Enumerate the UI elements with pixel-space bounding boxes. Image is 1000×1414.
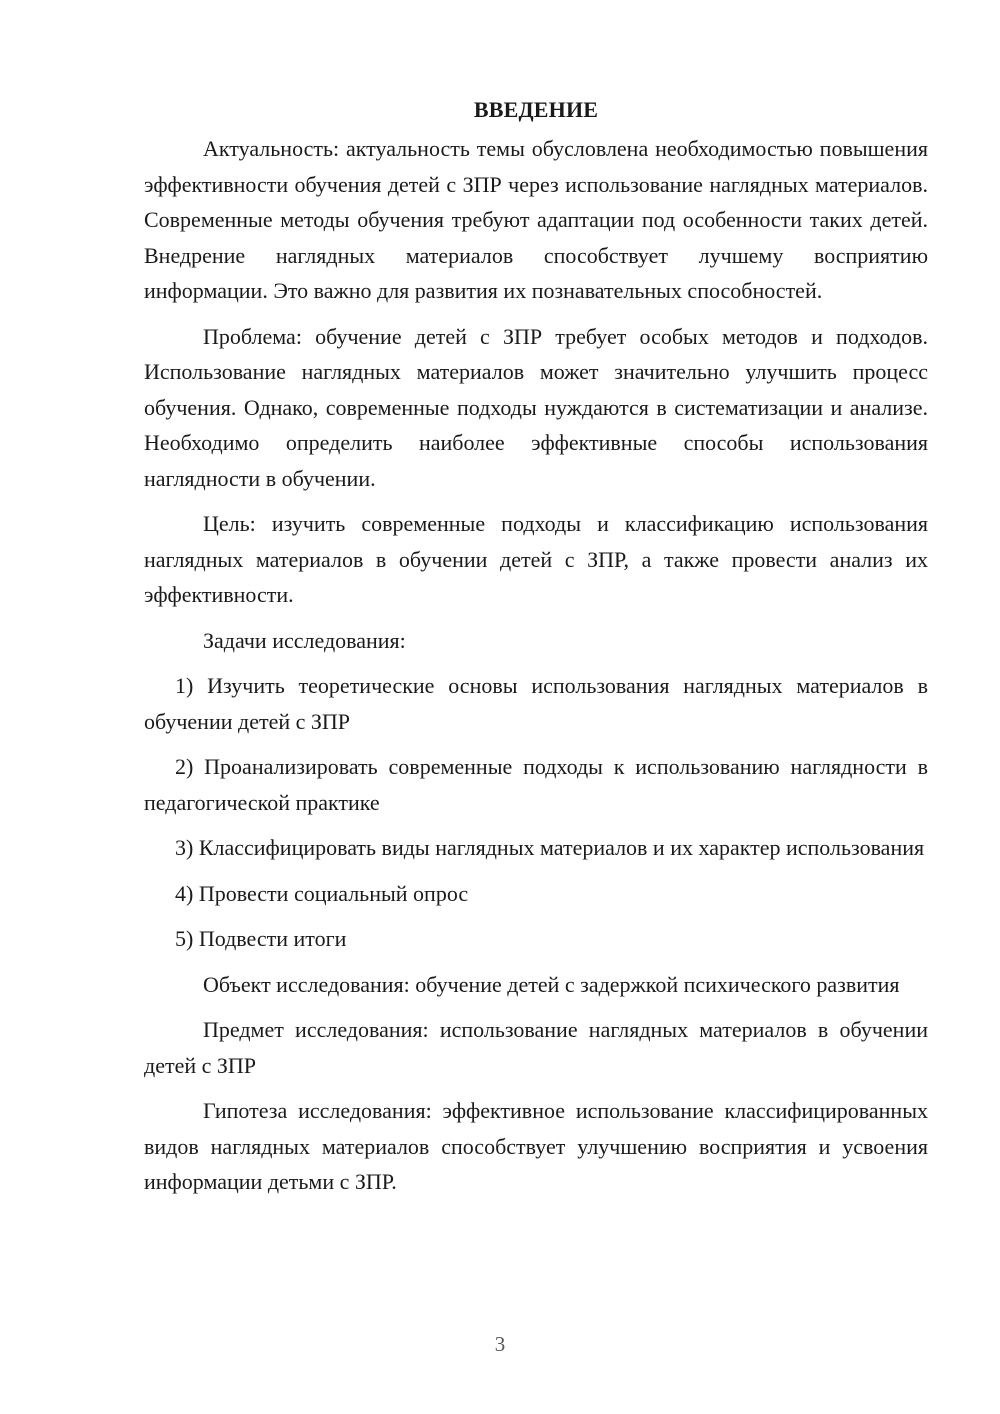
task-item: 5) Подвести итоги — [175, 926, 347, 951]
relevance-paragraph: Актуальность: актуальность темы обусловлена необходимостью повышения эффективности обучения детей с ЗПР через использование наглядных материалов. Современные методы обучения требуют адаптации под особенности таких детей. Внедрение наглядных материалов способствует лучшему восприятию информации. Это важно для развития их познавательных способностей. — [144, 136, 928, 303]
goal-paragraph: Цель: изучить современные подходы и классификацию использования наглядных материалов в обучении детей с ЗПР, а также провести анализ их эффективности. — [144, 511, 928, 607]
task-item: 3) Классифицировать виды наглядных материалов и их характер использования — [175, 835, 925, 860]
object-paragraph: Объект исследования: обучение детей с задержкой психического развития — [203, 971, 900, 997]
task-item: 2) Проанализировать современные подходы к использованию наглядности в педагогической практике — [144, 754, 928, 815]
page-number: 3 — [494, 1332, 506, 1356]
subject-paragraph: Предмет исследования: использование наглядных материалов в обучении детей с ЗПР — [144, 1017, 928, 1078]
hypothesis-paragraph: Гипотеза исследования: эффективное использование классифицированных видов наглядных материалов способствует улучшению восприятия и усвоения информации детьми с ЗПР. — [144, 1098, 928, 1194]
tasks-heading: Задачи исследования: — [203, 627, 406, 653]
page-title: ВВЕДЕНИЕ — [473, 97, 599, 122]
tasks-list — [144, 668, 928, 957]
problem-paragraph: Проблема: обучение детей с ЗПР требует особых методов и подходов. Использование наглядных материалов может значительно улучшить процесс обучения. Однако, современные подходы нуждаются в систематизации и анализе. Необходимо определить наиболее эффективные способы использования наглядности в обучении. — [144, 323, 928, 491]
task-item: 1) Изучить теоретические основы использования наглядных материалов в обучении детей с ЗПР — [144, 673, 928, 734]
task-item: 4) Провести социальный опрос — [175, 880, 469, 906]
document-page — [144, 92, 928, 1210]
